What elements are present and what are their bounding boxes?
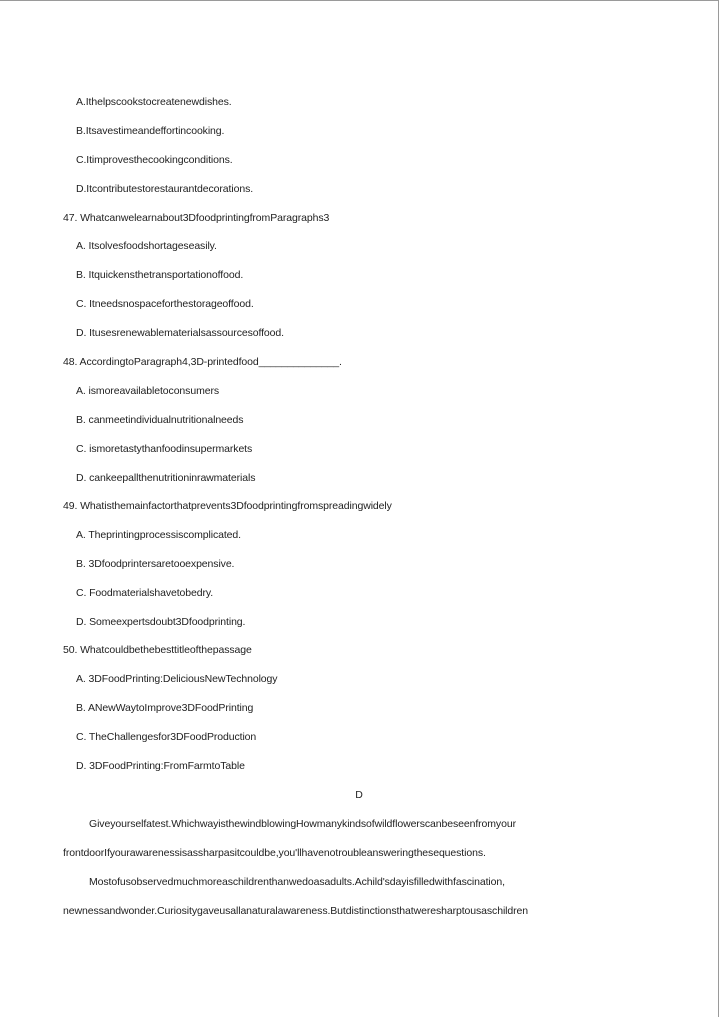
q49-option-a: A. Theprintingprocessiscomplicated. bbox=[76, 529, 241, 541]
q50-option-a: A. 3DFoodPrinting:DeliciousNewTechnology bbox=[76, 673, 278, 685]
q49-option-b: B. 3Dfoodprintersaretooexpensive. bbox=[76, 558, 235, 570]
q47-option-d: D. Itusesrenewablematerialsassourcesoffood. bbox=[76, 327, 284, 339]
q50-option-c: C. TheChallengesfor3DFoodProduction bbox=[76, 731, 257, 743]
q48-option-b: B. canmeetindividualnutritionalneeds bbox=[76, 414, 244, 426]
q49-option-c: C. Foodmaterialshavetobedry. bbox=[76, 587, 214, 599]
q47-option-b: B. Itquickensthetransportationoffood. bbox=[76, 269, 244, 281]
q48-option-c: C. ismoretastythanfoodinsupermarkets bbox=[76, 443, 253, 455]
q48-option-d: D. cankeepallthenutritioninrawmaterials bbox=[76, 472, 256, 484]
passage-line: Giveyourselfatest.WhichwayisthewindblowingHowmanykindsofwildflowerscanbeseenfromyour bbox=[89, 818, 516, 830]
section-heading: D bbox=[355, 789, 363, 801]
q48-question: 48. AccordingtoParagraph4,3D-printedfood______________. bbox=[63, 356, 342, 368]
q50-option-b: B. ANewWaytoImprove3DFoodPrinting bbox=[76, 702, 254, 714]
q47-question: 47. Whatcanwelearnabout3DfoodprintingfromParagraphs3 bbox=[63, 212, 330, 224]
q49-question: 49. Whatisthemainfactorthatprevents3Dfoodprintingfromspreadingwidely bbox=[63, 500, 392, 512]
q46-option-b: B.Itsavestimeandeffortincooking. bbox=[76, 125, 225, 137]
q47-option-a: A. Itsolvesfoodshortageseasily. bbox=[76, 240, 217, 252]
q46-option-d: D.Itcontributestorestaurantdecorations. bbox=[76, 183, 254, 195]
q46-option-a: A.Ithelpscookstocreatenewdishes. bbox=[76, 96, 232, 108]
q50-question: 50. Whatcouldbethebesttitleofthepassage bbox=[63, 644, 252, 656]
q49-option-d: D. Someexpertsdoubt3Dfoodprinting. bbox=[76, 616, 246, 628]
q50-option-d: D. 3DFoodPrinting:FromFarmtoTable bbox=[76, 760, 245, 772]
passage-line: frontdoorIfyourawarenessisassharpasitcouldbe,you'llhavenotroubleansweringthesequestions. bbox=[63, 847, 486, 859]
passage-line: Mostofusobservedmuchmoreaschildrenthanwedoasadults.Achild'sdayisfilledwithfascination, bbox=[89, 876, 505, 888]
q47-option-c: C. Itneedsnospaceforthestorageoffood. bbox=[76, 298, 254, 310]
q46-option-c: C.Itimprovesthecookingconditions. bbox=[76, 154, 233, 166]
q48-option-a: A. ismoreavailabletoconsumers bbox=[76, 385, 219, 397]
passage-line: newnessandwonder.Curiositygaveusallanaturalawareness.Butdistinctionsthatweresharptousaschildren bbox=[63, 905, 529, 917]
